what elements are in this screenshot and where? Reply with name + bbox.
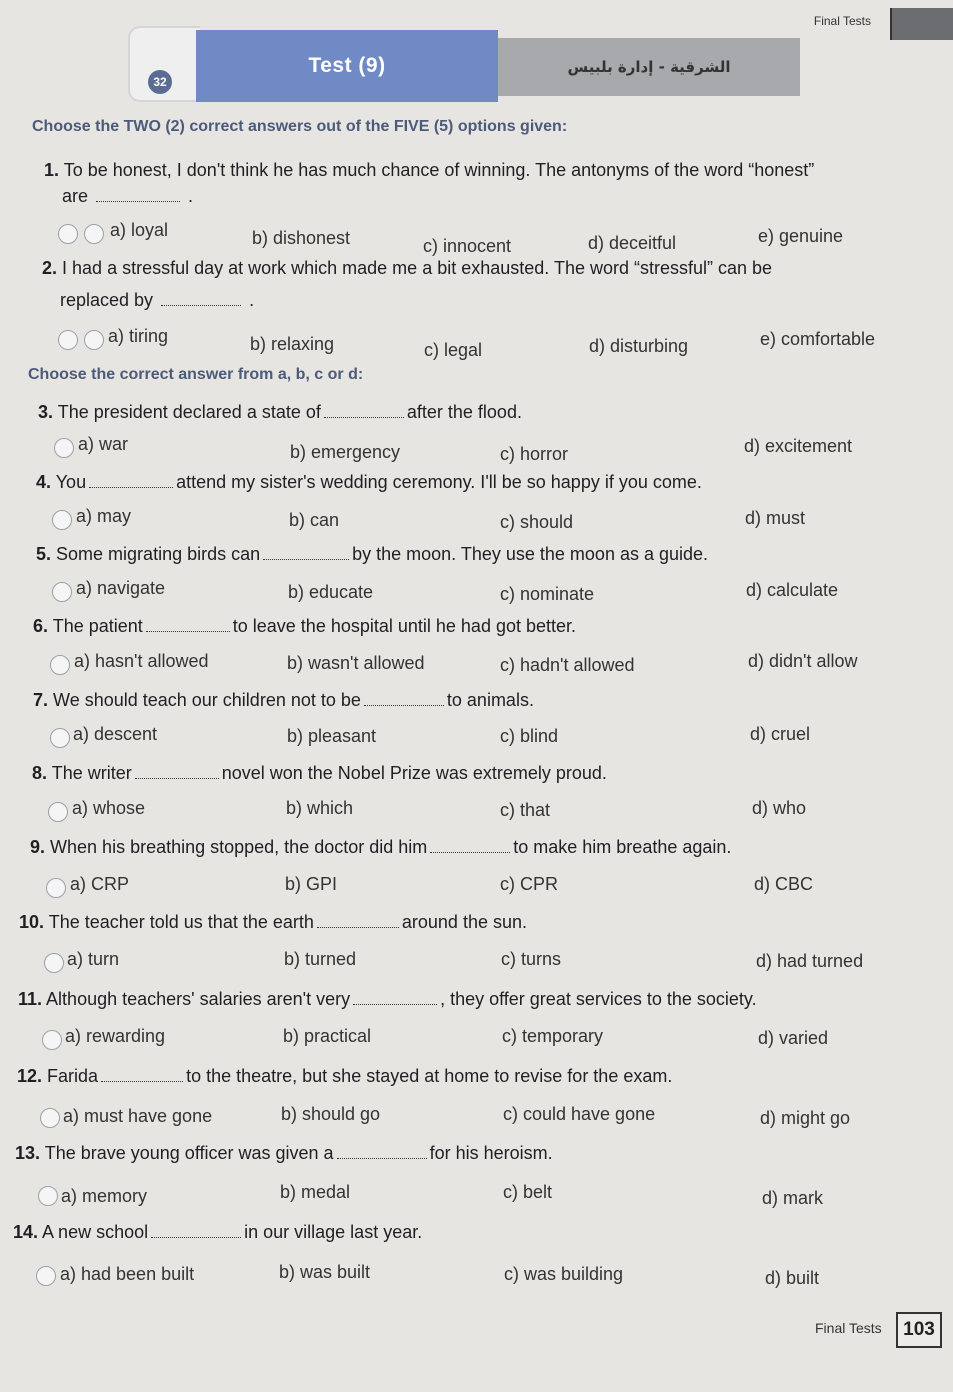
answer-circle[interactable] <box>40 1108 60 1128</box>
option-a[interactable]: a) memory <box>61 1186 148 1206</box>
answer-circle[interactable] <box>38 1186 58 1206</box>
option-b[interactable]: b) pleasant <box>287 726 377 746</box>
answer-circle[interactable] <box>44 953 64 973</box>
option-d[interactable]: d) didn't allow <box>748 651 858 671</box>
question-1-continued <box>62 186 193 207</box>
page-number: 103 <box>896 1312 942 1348</box>
question-number: 8. <box>32 763 48 783</box>
question-text: to make him breathe again. <box>513 837 732 857</box>
option-c[interactable]: c) could have gone <box>503 1104 656 1124</box>
question-number: 10. <box>19 912 45 932</box>
option-b[interactable]: b) GPI <box>285 874 338 894</box>
answer-blank[interactable] <box>101 1077 183 1082</box>
question-text: , they offer great services to the society. <box>440 989 757 1009</box>
answer-blank[interactable] <box>317 923 399 928</box>
question-number: 1. <box>44 160 60 180</box>
option-a[interactable]: a) turn <box>67 949 120 969</box>
page-title: Test (9) <box>308 54 386 77</box>
option-b[interactable]: b) dishonest <box>252 228 351 248</box>
answer-circle[interactable] <box>48 802 68 822</box>
option-d[interactable]: d) calculate <box>746 580 839 600</box>
question-text: We should teach our children not to be <box>53 690 361 710</box>
question-text: Although teachers' salaries aren't very <box>46 989 351 1009</box>
option-d[interactable]: d) who <box>752 798 807 818</box>
question-5 <box>36 544 708 565</box>
question-number: 13. <box>15 1143 41 1163</box>
question-text: attend my sister's wedding ceremony. I'll be so happy if you come. <box>176 472 702 492</box>
question-text: around the sun. <box>401 912 527 932</box>
question-text: Some migrating birds can <box>56 544 261 564</box>
option-c[interactable]: c) legal <box>424 340 483 360</box>
option-a[interactable]: a) navigate <box>76 578 166 598</box>
question-text: The writer <box>51 763 132 783</box>
question-text: novel won the Nobel Prize was extremely proud. <box>221 763 607 783</box>
question-text: to animals. <box>446 690 534 710</box>
option-b[interactable]: b) turned <box>284 949 357 969</box>
option-c[interactable]: c) nominate <box>500 584 595 604</box>
answer-blank[interactable] <box>161 301 241 306</box>
answer-blank[interactable] <box>430 848 510 853</box>
options-row <box>0 949 953 975</box>
section-heading-two-answers: Choose the TWO (2) correct answers out of the FIVE (5) options given: <box>32 118 568 135</box>
question-text: Farida <box>47 1066 99 1086</box>
question-text: The teacher told us that the earth <box>48 912 314 932</box>
badge: 32 <box>148 70 172 94</box>
answer-blank[interactable] <box>146 627 230 632</box>
answer-circle[interactable] <box>42 1030 62 1050</box>
question-10 <box>19 912 527 933</box>
question-number: 9. <box>30 837 46 857</box>
question-text: The patient <box>52 616 143 636</box>
answer-circle[interactable] <box>50 728 70 748</box>
option-c[interactable]: c) that <box>500 800 551 820</box>
question-text: after the flood. <box>406 402 522 422</box>
option-c[interactable]: c) belt <box>503 1182 553 1202</box>
footer-label: Final Tests <box>815 1320 882 1336</box>
option-d[interactable]: d) might go <box>760 1108 851 1128</box>
question-text: replaced by <box>60 290 154 310</box>
options-row <box>0 506 953 532</box>
option-b[interactable]: b) which <box>286 798 354 818</box>
question-8 <box>32 763 607 784</box>
question-6 <box>33 616 576 637</box>
option-b[interactable]: b) practical <box>283 1026 372 1046</box>
question-number: 4. <box>36 472 52 492</box>
question-3 <box>38 402 522 423</box>
option-e[interactable]: e) genuine <box>758 226 844 246</box>
question-12 <box>17 1066 672 1087</box>
answer-circle[interactable] <box>58 330 78 350</box>
question-text: A new school <box>42 1222 149 1242</box>
question-number: 7. <box>33 690 49 710</box>
option-c[interactable]: c) turns <box>501 949 562 969</box>
option-b[interactable]: b) emergency <box>290 442 401 462</box>
option-a[interactable]: a) whose <box>72 798 146 818</box>
question-text: I had a stressful day at work which made me a bit exhausted. The word “stressful” can be <box>62 258 773 278</box>
option-c[interactable]: c) temporary <box>502 1026 604 1046</box>
answer-circle[interactable] <box>52 582 72 602</box>
option-a[interactable]: a) may <box>76 506 132 526</box>
option-d[interactable]: d) deceitful <box>588 233 677 253</box>
answer-circle[interactable] <box>58 224 78 244</box>
option-b[interactable]: b) educate <box>288 582 374 602</box>
option-d[interactable]: d) mark <box>762 1188 824 1208</box>
option-d[interactable]: d) CBC <box>754 874 814 894</box>
option-d[interactable]: d) had turned <box>756 951 864 971</box>
question-14 <box>13 1222 422 1243</box>
question-text: to the theatre, but she stayed at home to revise for the exam. <box>186 1066 673 1086</box>
question-text: When his breathing stopped, the doctor did him <box>50 837 428 857</box>
running-head-bar <box>890 8 953 40</box>
question-text: To be honest, I don't think he has much chance of winning. The antonyms of the word “honest” <box>63 160 815 180</box>
question-9 <box>30 837 731 858</box>
options-row <box>0 1262 953 1288</box>
question-number: 6. <box>33 616 49 636</box>
question-text: are <box>62 186 89 206</box>
question-11 <box>18 989 757 1010</box>
options-row <box>0 1026 953 1052</box>
answer-blank[interactable] <box>96 197 180 202</box>
question-number: 2. <box>42 258 58 278</box>
question-text: The president declared a state of <box>57 402 321 422</box>
arabic-subtitle: الشرقية - إدارة بلبيس <box>567 58 731 76</box>
answer-circle[interactable] <box>54 438 74 458</box>
option-a[interactable]: a) must have gone <box>63 1106 213 1126</box>
question-number: 11. <box>18 989 43 1009</box>
answer-circle[interactable] <box>84 224 104 244</box>
answer-blank[interactable] <box>364 701 444 706</box>
question-text: You <box>55 472 87 492</box>
option-b[interactable]: b) should go <box>281 1104 381 1124</box>
option-c[interactable]: c) hadn't allowed <box>500 655 635 675</box>
question-2-continued <box>60 290 254 311</box>
answer-circle[interactable] <box>84 330 104 350</box>
option-d[interactable]: d) disturbing <box>589 336 689 356</box>
answer-circle[interactable] <box>36 1266 56 1286</box>
question-text: by the moon. They use the moon as a guide. <box>352 544 709 564</box>
question-text: in our village last year. <box>244 1222 423 1242</box>
question-4 <box>36 472 702 493</box>
answer-blank[interactable] <box>151 1233 241 1238</box>
option-c[interactable]: c) innocent <box>423 236 512 256</box>
options-row <box>0 434 953 464</box>
option-d[interactable]: d) must <box>745 508 806 528</box>
option-a[interactable]: a) loyal <box>110 220 169 240</box>
question-text: . <box>249 290 255 310</box>
option-a[interactable]: a) CRP <box>70 874 130 894</box>
answer-blank[interactable] <box>324 413 404 418</box>
option-b[interactable]: b) relaxing <box>250 334 335 354</box>
option-c[interactable]: c) blind <box>500 726 559 746</box>
options-row <box>0 220 953 256</box>
option-b[interactable]: b) was built <box>279 1262 371 1282</box>
option-a[interactable]: a) tiring <box>108 326 169 346</box>
question-text: The brave young officer was given a <box>44 1143 334 1163</box>
option-d[interactable]: d) varied <box>758 1028 829 1048</box>
question-number: 3. <box>38 402 54 422</box>
options-row <box>0 578 953 604</box>
options-row <box>0 798 953 824</box>
options-row <box>0 1182 953 1208</box>
options-row <box>0 651 953 677</box>
question-number: 14. <box>13 1222 39 1242</box>
option-a[interactable]: a) descent <box>73 724 158 744</box>
options-row <box>0 874 953 900</box>
option-d[interactable]: d) cruel <box>750 724 811 744</box>
question-text: for his heroism. <box>429 1143 553 1163</box>
question-7 <box>33 690 534 711</box>
option-c[interactable]: c) horror <box>500 444 569 464</box>
option-c[interactable]: c) CPR <box>500 874 558 894</box>
option-c[interactable]: c) was building <box>504 1264 624 1284</box>
option-b[interactable]: b) wasn't allowed <box>287 653 425 673</box>
question-2 <box>42 258 772 279</box>
option-d[interactable]: d) built <box>765 1268 820 1288</box>
question-text: . <box>188 186 194 206</box>
options-row <box>0 1104 953 1130</box>
question-text: to leave the hospital until he had got better. <box>232 616 577 636</box>
question-13 <box>15 1143 553 1164</box>
option-a[interactable]: a) hasn't allowed <box>74 651 209 671</box>
option-e[interactable]: e) comfortable <box>760 329 876 349</box>
answer-blank[interactable] <box>353 1000 437 1005</box>
answer-circle[interactable] <box>52 510 72 530</box>
answer-circle[interactable] <box>50 655 70 675</box>
option-a[interactable]: a) war <box>78 434 129 454</box>
option-a[interactable]: a) rewarding <box>65 1026 166 1046</box>
answer-blank[interactable] <box>135 774 219 779</box>
option-d[interactable]: d) excitement <box>744 436 853 456</box>
question-number: 12. <box>17 1066 43 1086</box>
section-heading-single-answer: Choose the correct answer from a, b, c or d: <box>28 366 364 383</box>
option-b[interactable]: b) medal <box>280 1182 351 1202</box>
option-b[interactable]: b) can <box>289 510 340 530</box>
options-row <box>0 724 953 750</box>
running-head: Final Tests <box>813 14 871 28</box>
question-1 <box>44 160 814 181</box>
answer-blank[interactable] <box>263 555 349 560</box>
answer-blank[interactable] <box>89 483 173 488</box>
option-c[interactable]: c) should <box>500 512 574 532</box>
answer-circle[interactable] <box>46 878 66 898</box>
options-row <box>0 326 953 360</box>
answer-blank[interactable] <box>337 1154 427 1159</box>
option-a[interactable]: a) had been built <box>60 1264 195 1284</box>
question-number: 5. <box>36 544 52 564</box>
